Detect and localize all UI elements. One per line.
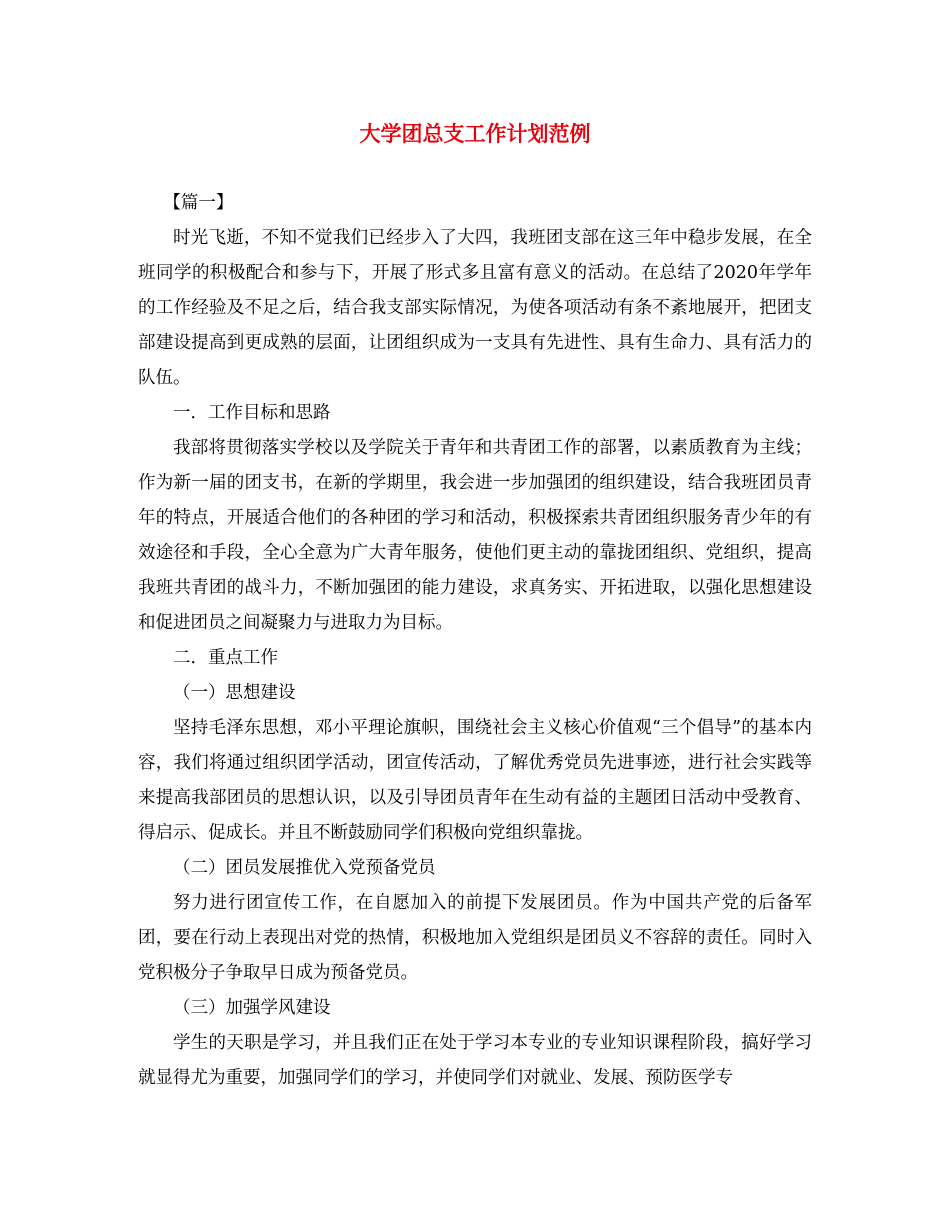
document-title: 大学团总支工作计划范例 [359,122,591,146]
subheading-study-style: （三）加强学风建设 [173,998,331,1018]
heading-key-work: 二．重点工作 [173,648,278,668]
paragraph-member-development: 努力进行团宣传工作，在自愿加入的前提下发展团员。作为中国共产党的后备军团，要在行动上表现出对党的热情，积极地加入党组织是团员义不容辞的责任。同时入党积极分子争取早日成为预备党员。 [138,893,812,983]
subheading-ideology: （一）思想建设 [173,683,296,703]
heading-goals: 一．工作目标和思路 [173,403,331,423]
paragraph-goals: 我部将贯彻落实学校以及学院关于青年和共青团工作的部署，以素质教育为主线；作为新一届的团支书，在新的学期里，我会进一步加强团的组织建设，结合我班团员青年的特点，开展适合他们的各种团的学习和活动，积极探索共青团组织服务青少年的有效途径和手段，全心全意为广大青年服务，使他们更主动的靠拢团组织、党组织，提高我班共青团的战斗力，不断加强团的能力建设，求真务实、开拓进取，以强化思想建设和促进团员之间凝聚力与进取力为目标。 [138,438,812,633]
subheading-member-development: （二）团员发展推优入党预备党员 [173,858,436,878]
section-label: 【篇一】 [163,193,234,213]
paragraph-ideology: 坚持毛泽东思想，邓小平理论旗帜，围绕社会主义核心价值观“三个倡导”的基本内容，我们将通过组织团学活动，团宣传活动，了解优秀党员先进事迹，进行社会实践等来提高我部团员的思想认识，以及引导团员青年在生动有益的主题团日活动中受教育、得启示、促成长。并且不断鼓励同学们积极向党组织靠拢。 [138,718,812,843]
document-body [138,186,812,1096]
paragraph-study-style: 学生的天职是学习，并且我们正在处于学习本专业的专业知识课程阶段，搞好学习就显得尤为重要，加强同学们的学习，并使同学们对就业、发展、预防医学专 [138,1033,812,1088]
paragraph-intro: 时光飞逝，不知不觉我们已经步入了大四，我班团支部在这三年中稳步发展，在全班同学的积极配合和参与下，开展了形式多且富有意义的活动。在总结了2020年学年的工作经验及不足之后，结合我支部实际情况，为使各项活动有条不紊地展开，把团支部建设提高到更成熟的层面，让团组织成为一支具有先进性、具有生命力、具有活力的队伍。 [138,228,812,388]
